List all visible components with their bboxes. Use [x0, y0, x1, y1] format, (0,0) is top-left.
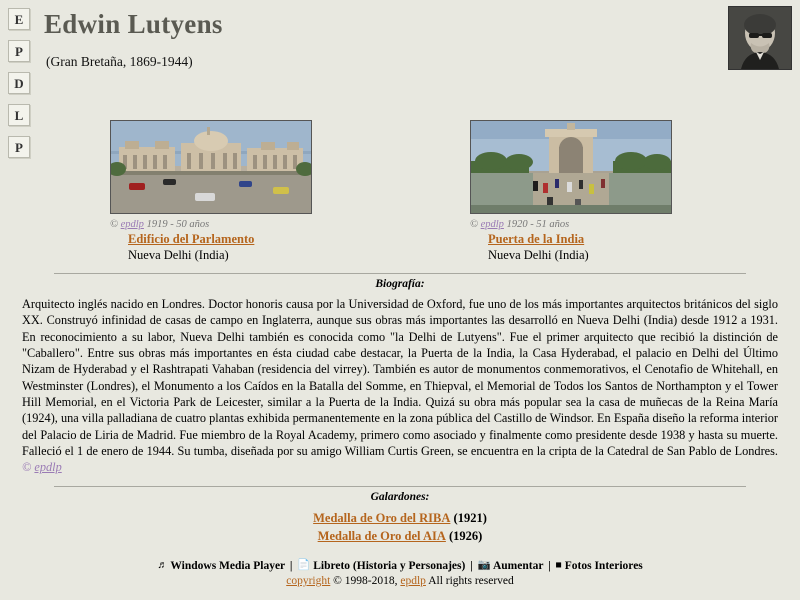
page-title: Edwin Lutyens: [44, 9, 223, 39]
credit-detail: 1919 - 50 años: [146, 219, 210, 230]
strip-letter: E: [8, 8, 30, 30]
footer-separator: |: [548, 560, 551, 573]
credit-link[interactable]: epdlp: [120, 219, 144, 230]
award-year: (1926): [449, 528, 483, 543]
award-link[interactable]: Medalla de Oro del AIA: [317, 528, 446, 543]
india-gate-image: [471, 121, 671, 213]
photo-parliament-building[interactable]: [110, 120, 312, 214]
photo-icon: ■: [555, 560, 562, 572]
copyright-text: © 1998-2018,: [333, 575, 398, 588]
photo-location: Nueva Delhi (India): [488, 248, 589, 262]
divider: [54, 273, 746, 274]
footer-links-row: [0, 559, 800, 572]
biography-credit-symbol: ©: [22, 460, 32, 475]
footer-link-media-player[interactable]: Windows Media Player: [170, 560, 285, 573]
portrait-photo: [728, 6, 792, 70]
credit-symbol: ©: [470, 219, 478, 230]
footer-copyright-row: [0, 575, 800, 587]
footer-link-fotos-interiores[interactable]: Fotos Interiores: [564, 560, 643, 573]
award-item: [0, 527, 800, 545]
photo-location: Nueva Delhi (India): [128, 248, 229, 262]
photo-block: [110, 120, 330, 263]
photo-credit: [470, 219, 690, 230]
page-footer: [0, 559, 800, 587]
footer-separator: |: [470, 560, 473, 573]
awards-label: Galardones:: [370, 490, 430, 503]
photo-title-link[interactable]: Edificio del Parlamento: [128, 232, 255, 246]
photo-india-gate[interactable]: [470, 120, 672, 214]
biography-label: Biografía:: [375, 278, 425, 290]
award-link[interactable]: Medalla de Oro del RIBA: [313, 510, 451, 525]
credit-symbol: ©: [110, 219, 118, 230]
strip-letter: L: [8, 104, 30, 126]
rights-text: All rights reserved: [428, 575, 514, 588]
book-icon: 📄: [297, 560, 311, 572]
media-player-icon: ♬: [157, 560, 168, 572]
photo-block: [470, 120, 690, 263]
biography-credit-link[interactable]: epdlp: [34, 460, 62, 475]
biography-text: Arquitecto inglés nacido en Londres. Doctor honoris causa por la Universidad de Oxford, fue uno de los más importantes arquitectos británicos del siglo XX. Construyó infinidad de casas de campo en Inglaterra, aunque sus obras más importantes las desarrolló en Nueva Delhi (India) desde 1912 a 1931. En reconocimiento a su labor, Nueva Delhi también es conocida como "la Delhi de Lutyens". Fue el primer arquitecto que recibió la distinción de "Caballero". Entre sus obras más importantes en ésta ciudad cabe destacar, la Puerta de la India, la Casa Hyderabad, el palacio en Delhi del Último Nizam de Hyderabad y el Rashtrapati Vahaban (residencia del virrey). También es autor de monumentos conmemorativos, el Cenotafio de Whitehall, en Westminster (Londres), el Monumento a los Caídos en la Batalla del Somme, en Thiepval, el Memorial de Todos los Santos de Northampton y el Tower Hill Memorial, en el Victoria Park de Leicester, similar a la Puerta de la India. Quizá su obra más popular sea la casa de muñecas de la Reina María (1924), una villa palladiana de cuatro plantas exhibida permanentemente en la zona pública del Castillo de Windsor. En España diseño la reforma interior del Palacio de Liria de Madrid. Fue miembro de la Royal Academy, primero como asociado y finalmente como presidente desde 1938 y hasta su muerte. Falleció el 1 de enero de 1944. Su tumba, diseñada por su amigo William Curtis Green, se encuentra en la cripta de la Catedral de San Pablo de Londres.: [22, 297, 778, 459]
strip-letter: P: [8, 136, 30, 158]
credit-link[interactable]: epdlp: [480, 219, 504, 230]
strip-letter: P: [8, 40, 30, 62]
divider: [54, 486, 746, 487]
copyright-link[interactable]: copyright: [286, 575, 331, 588]
parliament-building-image: [111, 121, 311, 213]
award-year: (1921): [453, 510, 487, 525]
page-header: [0, 0, 800, 74]
page-subtitle: (Gran Bretaña, 1869-1944): [46, 53, 193, 69]
award-item: [0, 509, 800, 527]
credit-detail: 1920 - 51 años: [506, 219, 570, 230]
strip-letter: D: [8, 72, 30, 94]
biography-text-block: [22, 296, 778, 476]
footer-separator: |: [289, 560, 293, 573]
photo-credit: [110, 219, 330, 230]
footer-link-aumentar[interactable]: Aumentar: [492, 560, 544, 573]
photo-title-link[interactable]: Puerta de la India: [488, 232, 585, 246]
site-link[interactable]: epdlp: [400, 575, 426, 588]
portrait-image: [729, 7, 791, 69]
awards-list: [0, 509, 800, 545]
footer-link-libreto[interactable]: Libreto (Historia y Personajes): [313, 560, 466, 573]
photo-gallery: [0, 120, 800, 263]
camera-icon: 📷: [477, 560, 491, 572]
